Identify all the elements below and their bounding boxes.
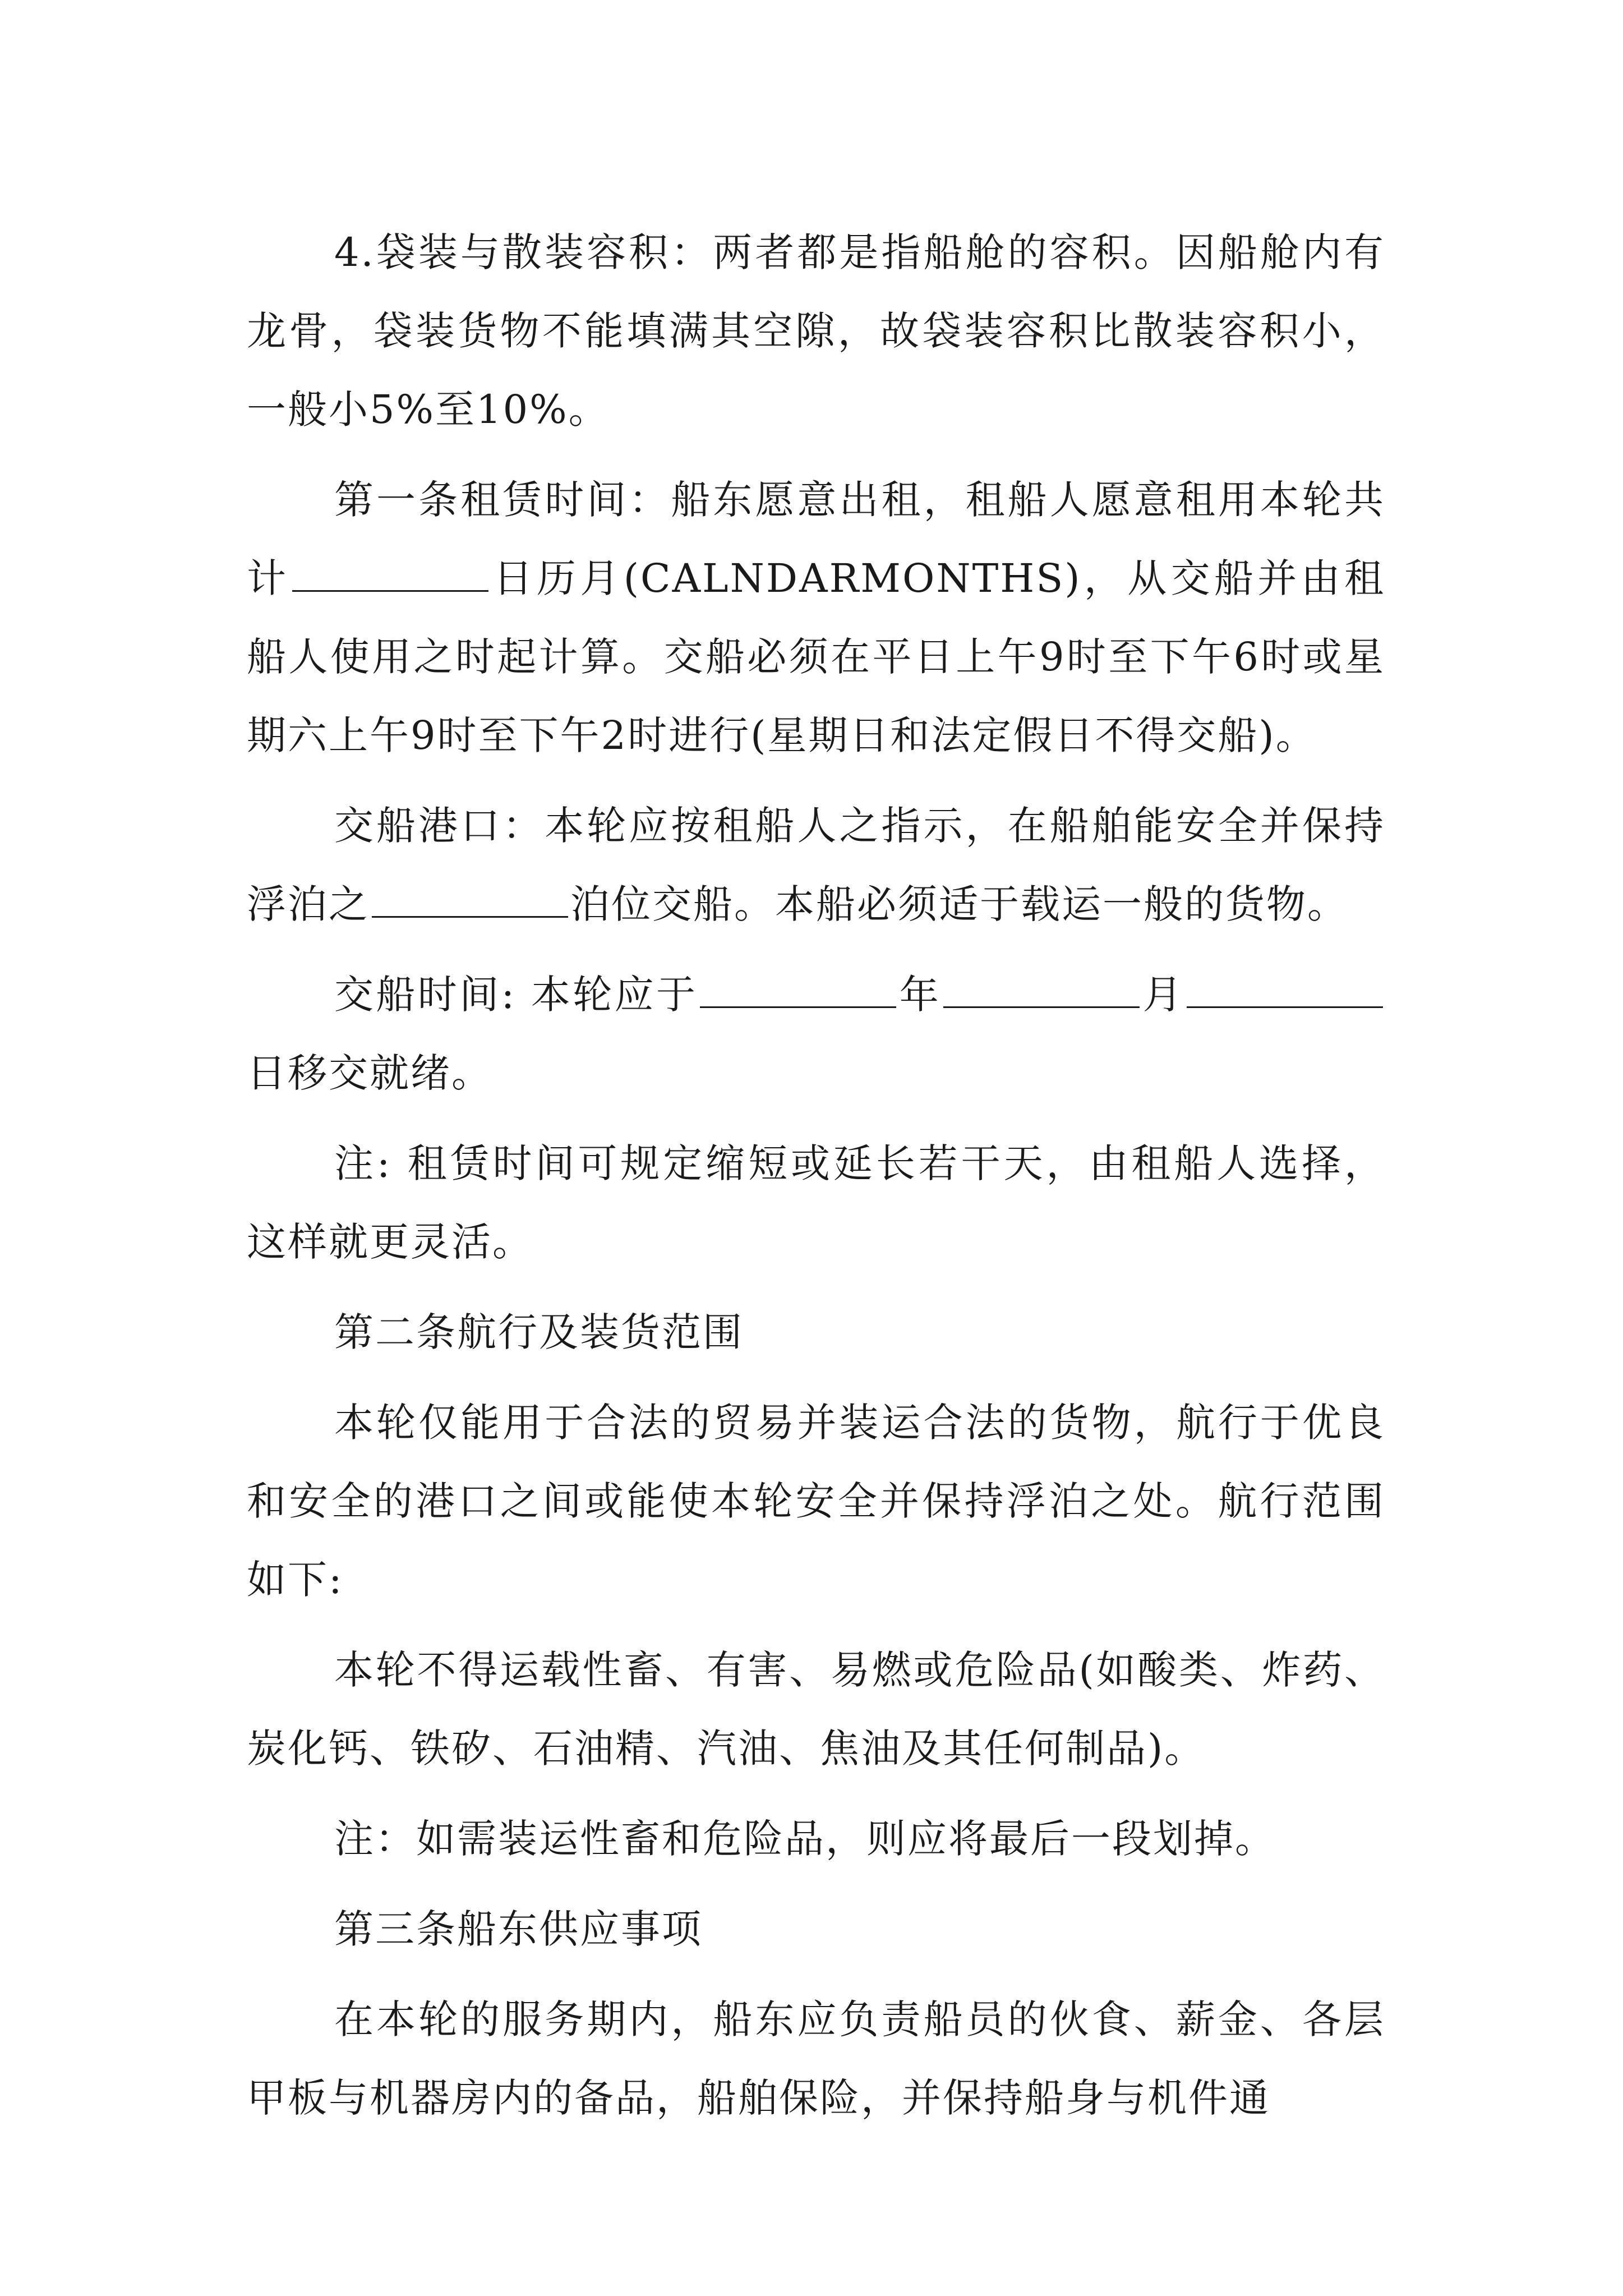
lease-term-text-end: 日历月(CALNDARMONTHS)，从交船并由租船人使用之时起计算。交船必须在平日上午9时至下午6时或星期六上午9时至下午2时进行(星期日和法定假日不得交船)。	[247, 555, 1385, 758]
paragraph-owner-provisions: 在本轮的服务期内，船东应负责船员的伙食、薪金、各层甲板与机器房内的备品，船舶保险，并保持船身与机件通	[247, 1996, 1385, 2121]
paragraph-delivery-port	[247, 786, 1385, 944]
month-label: 月	[1142, 972, 1184, 1018]
day-blank	[1187, 972, 1383, 1008]
lease-months-blank	[292, 555, 488, 592]
paragraph-note-lease-flexibility: 注: 租赁时间可规定缩短或延长若干天，由租船人选择，这样就更灵活。	[247, 1140, 1385, 1265]
delivery-port-text-end: 泊位交船。本船必须适于载运一般的货物。	[570, 881, 1348, 927]
paragraph-delivery-time	[247, 955, 1385, 1112]
paragraph-bag-bulk-capacity: 4.袋装与散装容积：两者都是指船舱的容积。因船舱内有龙骨，袋装货物不能填满其空隙，故袋装容积比散装容积小，一般小5%至10%。	[247, 229, 1385, 432]
delivery-port-text-start: 交船港口：本轮应按租船人之指示，在船舶能安全并保持浮泊之	[247, 803, 1385, 927]
document-page	[247, 213, 1385, 2149]
berth-blank	[372, 881, 568, 918]
paragraph-trading-limits: 本轮仅能用于合法的贸易并装运合法的货物，航行于优良和安全的港口之间或能使本轮安全并保持浮泊之处。航行范围如下:	[247, 1400, 1385, 1603]
heading-article-2: 第二条航行及装货范围	[334, 1309, 744, 1355]
month-blank	[943, 972, 1140, 1008]
lease-term-text-start: 第一条租赁时间：船东愿意出租，租船人愿意租用本轮共计	[247, 477, 1385, 601]
year-label: 年	[898, 972, 942, 1018]
paragraph-excluded-cargo: 本轮不得运载性畜、有害、易燃或危险品(如酸类、炸药、炭化钙、铁矽、石油精、汽油、焦油及其任何制品)。	[247, 1647, 1385, 1772]
delivery-time-text-start: 交船时间: 本轮应于	[334, 972, 698, 1018]
paragraph-article-1-lease-term	[247, 461, 1385, 775]
heading-article-3: 第三条船东供应事项	[334, 1906, 703, 1952]
delivery-time-text-end: 日移交就绪。	[247, 1050, 492, 1096]
year-blank	[700, 972, 896, 1008]
paragraph-note-dangerous-cargo: 注：如需装运性畜和危险品，则应将最后一段划掉。	[334, 1816, 1276, 1862]
